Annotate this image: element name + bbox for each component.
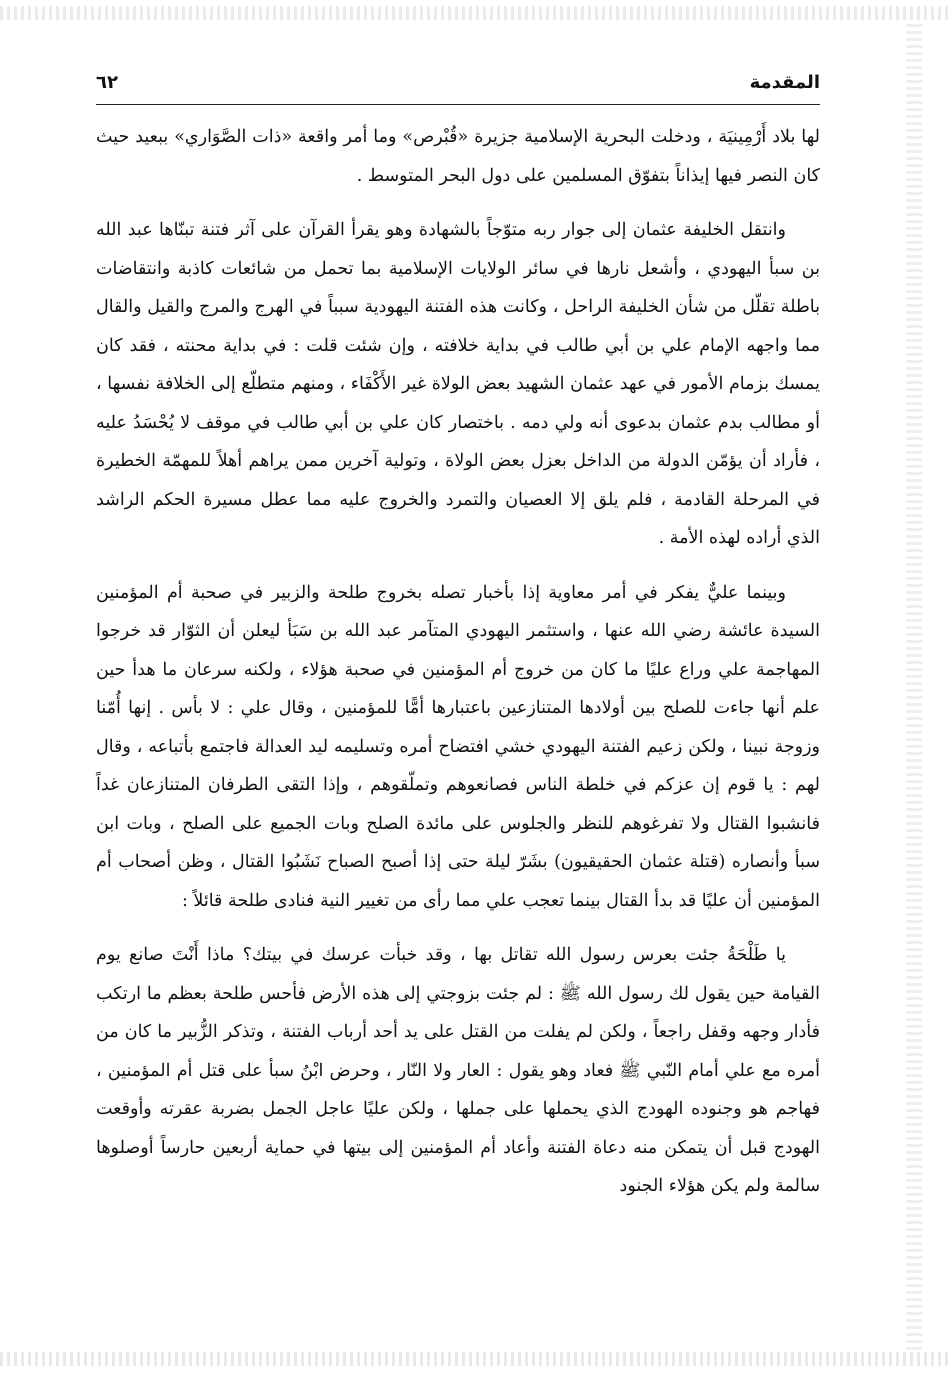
page-body xyxy=(96,118,820,1222)
paragraph-4: يا طَلْحَةُ جئت بعرس رسول الله تقاتل بها ، وقد خبأت عرسك في بيتك؟ ماذا أَنْتَ صانع يوم القيامة حين يقول لك رسول الله ﷺ : لم جئت بزوجتي إلى هذه الأرض فأحس طلحة بعظم ما ارتكب فأدار وجهه وقفل راجعاً ، ولكن لم يفلت من القتل على يد أحد أرباب الفتنة ، وتذكر الزُّبير ما كان من أمره مع علي أمام النّبي ﷺ فعاد وهو يقول : العار ولا النّار ، وحرض ابْنُ سبأ على قتل أم المؤمنين ، فهاجم هو وجنوده الهودج الذي يحملها على جملها ، ولكن عليًا عاجل الجمل بضربة عقرته وأوقعت الهودج قبل أن يتمكن منه دعاة الفتنة وأعاد أم المؤمنين إلى بيتها في حماية أربعين حارساً أوصلوها سالمة ولم يكن هؤلاء الجنود xyxy=(96,945,820,1196)
scan-border-bottom xyxy=(0,1352,952,1366)
scan-border-right xyxy=(906,20,922,1350)
page-header xyxy=(96,70,820,100)
paragraph-2: وانتقل الخليفة عثمان إلى جوار ربه متوّجاً بالشهادة وهو يقرأ القرآن على آثر فتنة تبنّاها عبد الله بن سبأ اليهودي ، وأشعل نارها في سائر الولايات الإسلامية بما تحمل من شائعات كاذبة وانتقاضات باطلة تقلّل من شأن الخليفة الراحل ، وكانت هذه الفتنة اليهودية سبباً في الهرج والمرج والقيل والقال مما واجهه الإمام علي بن أبي طالب في بداية خلافته ، وإن شئت قلت : في بداية محنته ، فقد كان يمسك بزمام الأمور في عهد عثمان الشهيد بعض الولاة غير الأَكْفَاء ، ومنهم متطلّع إلى الخلافة نفسها ، أو مطالب بدم عثمان بدعوى أنه ولي دمه . باختصار كان علي بن أبي طالب في موقف لا يُحْسَدُ عليه ، فأراد أن يؤمّن الدولة من الداخل بعزل بعض الولاة ، وتولية آخرين ممن يراهم أهلاً للمهمّة الخطيرة في المرحلة القادمة ، فلم يلق إلا العصيان والتمرد والخروج عليه مما عطل مسيرة الحكم الراشد الذي أراده لهذه الأمة . xyxy=(96,220,820,548)
paragraph-1: لها بلاد أَرْمِينيَة ، ودخلت البحرية الإسلامية جزيرة «قُبْرص» وما أمر واقعة «ذات الصَّوَاري» ببعيد حيث كان النصر فيها إيذاناً بتفوّق المسلمين على دول البحر المتوسط . xyxy=(96,127,820,186)
paragraph-3: وبينما عليٌّ يفكر في أمر معاوية إذا بأخبار تصله بخروج طلحة والزبير في صحبة أم المؤمنين السيدة عائشة رضي الله عنها ، واستثمر اليهودي المتآمر عبد الله بن سَبَأ ليعلن أن الثوّار قد خرجوا المهاجمة علي وراع عليًا ما كان من خروج أم المؤمنين في صحبة هؤلاء ، ولكنه سرعان ما هدأ حين علم أنها جاءت للصلح بين أولادها المتنازعين باعتبارها أمًّا للمؤمنين ، وقال علي : لا بأس . إنها أُمّنا وزوجة نبينا ، ولكن زعيم الفتنة اليهودي خشي افتضاح أمره وتسليمه ليد العدالة فاجتمع بأتباعه ، وقال لهم : يا قوم إن عزكم في خلطة الناس فصانعوهم وتملّقوهم ، وإذا التقى الطرفان المتنازعان غداً فانشبوا القتال ولا تفرغوهم للنظر والجلوس على مائدة الصلح وبات الجميع على الصلح ، وبات ابن سبأ وأنصاره (قتلة عثمان الحقيقيون) بشَرّ ليلة حتى إذا أصبح الصباح نَشَبُوا القتال ، وظن أصحاب أم المؤمنين أن عليًا قد بدأ القتال بينما تعجب علي مما رأى من تغيير النية فنادى طلحة قائلاً : xyxy=(96,582,820,911)
running-head: المقدمة xyxy=(749,72,820,93)
scan-border-top xyxy=(0,6,952,20)
page-number: ٦٢ xyxy=(96,72,118,93)
header-rule xyxy=(96,104,820,105)
